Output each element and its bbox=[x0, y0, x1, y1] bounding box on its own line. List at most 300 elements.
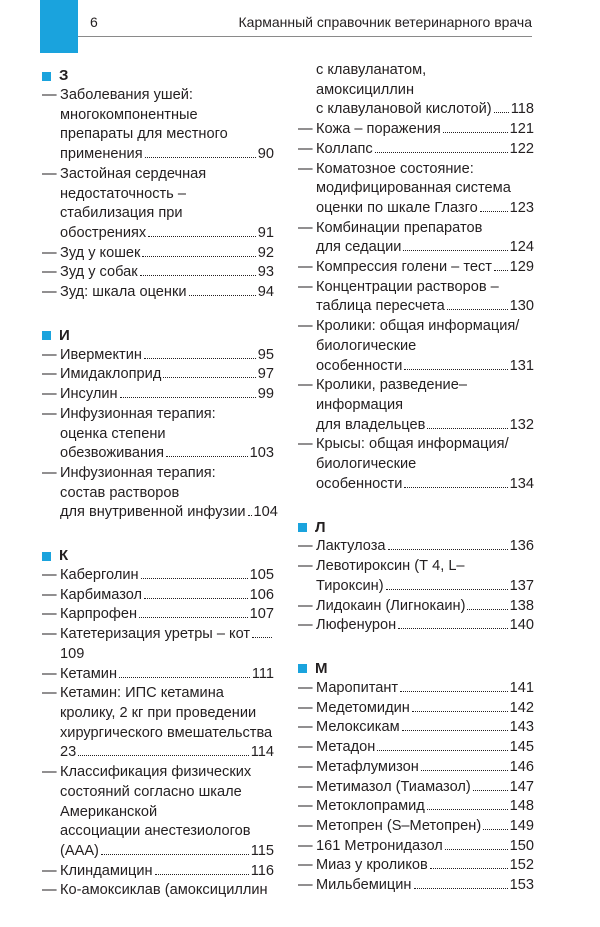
entry-text: Мелоксикам bbox=[316, 719, 400, 736]
index-entry bbox=[42, 283, 274, 303]
entry-dash: — bbox=[298, 837, 313, 854]
entry-dash: — bbox=[42, 366, 57, 383]
entry-dash: — bbox=[42, 244, 57, 261]
index-entry bbox=[298, 120, 534, 140]
entry-text: Миаз у кроликов bbox=[316, 857, 428, 874]
entry-last-line bbox=[316, 297, 534, 317]
entry-dash: — bbox=[298, 140, 313, 157]
page-ref: 150 bbox=[509, 837, 534, 854]
entry-dash: — bbox=[298, 219, 313, 236]
index-entry bbox=[298, 597, 534, 617]
entry-dash: — bbox=[42, 862, 57, 879]
entry-text: Метоклопрамид bbox=[316, 798, 425, 815]
entry-dash: — bbox=[42, 405, 57, 422]
entry-line: хирургического вмешательства bbox=[60, 724, 273, 741]
dot-leader bbox=[78, 755, 249, 756]
entry-line: состояний согласно шкале bbox=[60, 783, 242, 800]
index-entry bbox=[42, 346, 274, 366]
entry-text: Компрессия голени – тест bbox=[316, 259, 492, 276]
entry-dash: — bbox=[298, 160, 313, 177]
entry-line: препараты для местного bbox=[60, 126, 228, 143]
dot-leader bbox=[398, 628, 508, 629]
index-entry bbox=[42, 244, 274, 264]
entry-last-line bbox=[316, 140, 534, 160]
page-ref: 95 bbox=[257, 346, 274, 363]
entry-text: 23 bbox=[60, 744, 77, 761]
entry-last-line bbox=[316, 778, 534, 798]
entry-text: Клиндамицин bbox=[60, 862, 153, 879]
page-ref: 140 bbox=[509, 617, 534, 634]
dot-leader bbox=[141, 578, 248, 579]
dot-leader bbox=[248, 515, 252, 516]
index-entry bbox=[298, 758, 534, 778]
page-ref: 143 bbox=[509, 719, 534, 736]
entry-line: биологические bbox=[316, 456, 417, 473]
entry-last-line bbox=[60, 283, 274, 303]
entry-last-line bbox=[60, 665, 274, 685]
dot-leader bbox=[421, 770, 508, 771]
entry-last-line bbox=[60, 842, 274, 862]
page-ref: 132 bbox=[509, 416, 534, 433]
entry-text: Карбимазол bbox=[60, 586, 143, 603]
entry-line: Кетамин: ИПС кетамина bbox=[60, 685, 224, 702]
page-ref: 115 bbox=[250, 842, 274, 859]
entry-last-line bbox=[316, 120, 534, 140]
dot-leader bbox=[388, 549, 508, 550]
dot-leader bbox=[404, 487, 507, 488]
entry-dash: — bbox=[42, 464, 57, 481]
entry-dash: — bbox=[298, 617, 313, 634]
index-entry bbox=[298, 679, 534, 699]
entry-line: многокомпонентные bbox=[60, 106, 198, 123]
entry-last-line bbox=[60, 743, 274, 763]
page-ref: 148 bbox=[509, 798, 534, 815]
entry-last-line bbox=[316, 238, 534, 258]
entry-last-line bbox=[316, 537, 534, 557]
page-ref: 118 bbox=[510, 101, 534, 118]
index-entry bbox=[298, 435, 534, 494]
entry-line: кролику, 2 кг при проведении bbox=[60, 704, 257, 721]
square-bullet-icon bbox=[298, 523, 307, 532]
page-ref: 138 bbox=[509, 597, 534, 614]
entry-line: ассоциации анестезиологов bbox=[60, 823, 251, 840]
section-i-entries bbox=[42, 346, 278, 523]
dot-leader bbox=[252, 637, 272, 638]
entry-text: особенности bbox=[316, 475, 403, 492]
page-ref: 105 bbox=[249, 567, 274, 584]
entry-text: Инсулин bbox=[60, 386, 118, 403]
section-heading-i bbox=[42, 326, 274, 346]
dot-leader bbox=[142, 256, 255, 257]
header-rule bbox=[78, 36, 532, 37]
index-entry bbox=[298, 219, 534, 258]
entry-text: Метопрен (S–Метопрен) bbox=[316, 817, 482, 834]
section-letter: З bbox=[59, 67, 69, 85]
square-bullet-icon bbox=[42, 331, 51, 340]
entry-text: обезвоживания bbox=[60, 445, 165, 462]
index-entry bbox=[42, 763, 274, 862]
dot-leader bbox=[427, 428, 507, 429]
entry-line: Заболевания ушей: bbox=[60, 87, 193, 103]
page-ref: 97 bbox=[257, 366, 274, 383]
entry-text: Ивермектин bbox=[60, 346, 142, 363]
entry-line: биологические bbox=[316, 337, 417, 354]
entry-last-line bbox=[60, 566, 274, 586]
dot-leader bbox=[386, 589, 508, 590]
entry-line: Американской bbox=[60, 803, 158, 820]
index-entry bbox=[298, 376, 534, 435]
entry-dash: — bbox=[298, 758, 313, 775]
chapter-tab-marker bbox=[40, 0, 78, 53]
dot-leader bbox=[189, 295, 256, 296]
page-ref: 146 bbox=[509, 758, 534, 775]
index-entry bbox=[42, 665, 274, 685]
page-ref: 147 bbox=[509, 778, 534, 795]
entry-text: Метафлумизон bbox=[316, 758, 419, 775]
entry-line: Левотироксин (Т 4, L– bbox=[316, 558, 465, 575]
entry-text: Имидаклоприд bbox=[60, 366, 162, 383]
section-l-entries bbox=[298, 537, 534, 636]
square-bullet-icon bbox=[42, 72, 51, 81]
entry-text: Коллапс bbox=[316, 140, 373, 157]
entry-dash: — bbox=[42, 882, 57, 899]
index-entry bbox=[42, 684, 274, 763]
dot-leader bbox=[145, 157, 256, 158]
dot-leader bbox=[412, 711, 508, 712]
dot-leader bbox=[377, 750, 507, 751]
dot-leader bbox=[400, 691, 508, 692]
entry-line: Крысы: общая информация/ bbox=[316, 436, 509, 453]
entry-last-line bbox=[316, 100, 534, 120]
entry-dash: — bbox=[42, 284, 57, 301]
index-entry bbox=[42, 586, 274, 606]
section-z-entries bbox=[42, 86, 274, 303]
index-entry-continued bbox=[298, 61, 534, 120]
entry-last-line bbox=[60, 586, 274, 606]
dot-leader bbox=[375, 152, 508, 153]
section-heading-k bbox=[42, 546, 274, 566]
page-number: 6 bbox=[90, 14, 98, 30]
page-ref: 107 bbox=[249, 606, 274, 623]
entry-line: Инфузионная терапия: bbox=[60, 405, 216, 422]
index-entry bbox=[42, 165, 274, 244]
page-ref: 114 bbox=[250, 744, 274, 761]
entry-dash: — bbox=[42, 346, 57, 363]
entry-dash: — bbox=[298, 121, 313, 138]
dot-leader bbox=[101, 854, 249, 855]
entry-line: оценка степени bbox=[60, 425, 166, 442]
entry-line: информация bbox=[316, 396, 404, 413]
entry-text: Каберголин bbox=[60, 567, 139, 584]
section-k-continued-entries bbox=[298, 61, 534, 494]
page-ref: 116 bbox=[250, 862, 274, 879]
entry-text: для владельцев bbox=[316, 416, 426, 433]
entry-last-line bbox=[60, 385, 274, 405]
index-entry bbox=[298, 317, 534, 376]
dot-leader bbox=[427, 809, 508, 810]
section-letter: Л bbox=[315, 518, 326, 536]
entry-dash: — bbox=[42, 626, 57, 643]
page-ref: 137 bbox=[509, 577, 534, 594]
entry-last-line bbox=[60, 625, 274, 645]
entry-dash: — bbox=[298, 377, 313, 394]
entry-text: для внутривенной инфузии bbox=[60, 504, 246, 521]
entry-dash: — bbox=[298, 597, 313, 614]
dot-leader bbox=[483, 829, 507, 830]
entry-line: Инфузионная терапия: bbox=[60, 464, 216, 481]
entry-text: применения bbox=[60, 146, 143, 163]
entry-dash: — bbox=[42, 567, 57, 584]
index-entry bbox=[298, 616, 534, 636]
section-k-entries bbox=[42, 566, 274, 901]
entry-dash: — bbox=[298, 798, 313, 815]
dot-leader bbox=[402, 730, 508, 731]
index-entry bbox=[42, 881, 274, 901]
entry-dash: — bbox=[42, 606, 57, 623]
entry-last-line bbox=[316, 357, 534, 377]
index-entry bbox=[298, 718, 534, 738]
page-ref: 104 bbox=[253, 504, 278, 521]
entry-dash: — bbox=[298, 436, 313, 453]
page-ref: 99 bbox=[257, 386, 274, 403]
dot-leader bbox=[148, 236, 256, 237]
entry-text: Зуд: шкала оценки bbox=[60, 284, 187, 301]
section-letter: И bbox=[59, 326, 70, 344]
dot-leader bbox=[120, 397, 256, 398]
entry-last-line bbox=[60, 263, 274, 283]
entry-text: Лактулоза bbox=[316, 538, 386, 555]
index-entry bbox=[298, 537, 534, 557]
entry-last-line bbox=[60, 862, 274, 882]
dot-leader bbox=[404, 369, 507, 370]
entry-last-line bbox=[316, 876, 534, 896]
entry-text: Карпрофен bbox=[60, 606, 138, 623]
page-ref: 136 bbox=[509, 538, 534, 555]
entry-dash: — bbox=[298, 259, 313, 276]
entry-line: Ко-амоксиклав (амоксициллин bbox=[60, 882, 268, 899]
entry-text: Кожа – поражения bbox=[316, 121, 441, 138]
entry-line: амоксициллин bbox=[316, 81, 415, 98]
page-ref: 111 bbox=[251, 665, 274, 682]
section-heading-l bbox=[298, 517, 534, 537]
entry-line: Кролики: общая информация/ bbox=[316, 318, 520, 335]
dot-leader bbox=[430, 868, 508, 869]
entry-text: 161 Метронидазол bbox=[316, 837, 443, 854]
entry-text: Мильбемицин bbox=[316, 877, 412, 894]
index-entry bbox=[42, 405, 274, 464]
dot-leader bbox=[494, 112, 509, 113]
entry-dash: — bbox=[298, 778, 313, 795]
dot-leader bbox=[166, 456, 248, 457]
page-ref: 92 bbox=[257, 244, 274, 261]
entry-text: Метадон bbox=[316, 739, 376, 756]
page-ref: 129 bbox=[509, 259, 534, 276]
index-entry bbox=[42, 263, 274, 283]
entry-text: Зуд у кошек bbox=[60, 244, 141, 261]
entry-last-line bbox=[60, 346, 274, 366]
index-entry bbox=[298, 278, 534, 317]
entry-line: с клавуланатом, bbox=[316, 62, 427, 78]
page-ref: 123 bbox=[509, 199, 534, 216]
dot-leader bbox=[119, 677, 250, 678]
entry-text: (ААА) bbox=[60, 842, 99, 859]
index-column-right bbox=[298, 61, 534, 896]
entry-text: Лидокаин (Лигнокаин) bbox=[316, 597, 466, 614]
page-ref: 131 bbox=[509, 357, 534, 374]
entry-last-line bbox=[316, 797, 534, 817]
entry-last-line bbox=[60, 503, 278, 523]
entry-last-line bbox=[316, 817, 534, 837]
entry-text: Катетеризация уретры – кот bbox=[60, 626, 251, 643]
entry-last-line bbox=[60, 444, 274, 464]
page-ref: 106 bbox=[249, 586, 274, 603]
entry-dash: — bbox=[42, 685, 57, 702]
entry-line: Комбинации препаратов bbox=[316, 219, 483, 236]
entry-dash: — bbox=[42, 87, 57, 103]
entry-last-line bbox=[60, 224, 274, 244]
page-ref: 134 bbox=[509, 475, 534, 492]
entry-dash: — bbox=[298, 857, 313, 874]
entry-last-line bbox=[316, 258, 534, 278]
entry-dash: — bbox=[298, 739, 313, 756]
index-entry bbox=[42, 566, 274, 586]
page-ref: 145 bbox=[509, 739, 534, 756]
entry-last-line bbox=[316, 699, 534, 719]
index-entry bbox=[298, 140, 534, 160]
entry-dash: — bbox=[298, 318, 313, 335]
page-ref: 153 bbox=[509, 877, 534, 894]
page-ref: 109 bbox=[60, 645, 85, 662]
dot-leader bbox=[144, 598, 248, 599]
entry-line: модифицированная система bbox=[316, 180, 511, 197]
entry-dash: — bbox=[42, 386, 57, 403]
entry-text: Медетомидин bbox=[316, 699, 410, 716]
dot-leader bbox=[494, 270, 508, 271]
index-entry bbox=[298, 160, 534, 219]
entry-last-line bbox=[316, 597, 534, 617]
entry-dash: — bbox=[42, 665, 57, 682]
entry-line: Кролики, разведение– bbox=[316, 377, 467, 394]
entry-last-line bbox=[316, 679, 534, 699]
index-entry bbox=[298, 699, 534, 719]
index-entry bbox=[42, 86, 274, 165]
entry-line: Классификация физических bbox=[60, 764, 252, 781]
index-entry bbox=[298, 797, 534, 817]
index-entry bbox=[298, 557, 534, 596]
entry-dash: — bbox=[298, 679, 313, 696]
dot-leader bbox=[144, 358, 256, 359]
entry-last-line bbox=[60, 145, 274, 165]
entry-dash: — bbox=[298, 877, 313, 894]
entry-dash: — bbox=[42, 264, 57, 281]
running-title: Карманный справочник ветеринарного врача bbox=[238, 14, 532, 30]
dot-leader bbox=[467, 609, 507, 610]
index-entry bbox=[298, 817, 534, 837]
entry-last-line bbox=[316, 738, 534, 758]
entry-last-line bbox=[316, 837, 534, 857]
entry-text: оценки по шкале Глазго bbox=[316, 199, 478, 216]
entry-line: Концентрации растворов – bbox=[316, 278, 499, 295]
page-ref: 91 bbox=[257, 224, 274, 241]
entry-dash: — bbox=[298, 817, 313, 834]
page-ref: 103 bbox=[249, 445, 274, 462]
entry-dash: — bbox=[42, 165, 57, 182]
entry-last-line bbox=[60, 365, 274, 385]
index-entry bbox=[42, 464, 278, 523]
entry-last-line bbox=[60, 244, 274, 264]
index-entry bbox=[298, 778, 534, 798]
index-entry bbox=[298, 876, 534, 896]
page-ref: 94 bbox=[257, 284, 274, 301]
entry-text: Тироксин) bbox=[316, 577, 384, 594]
dot-leader bbox=[443, 132, 508, 133]
index-entry bbox=[298, 856, 534, 876]
entry-last-line bbox=[316, 616, 534, 636]
entry-line: Застойная сердечная bbox=[60, 165, 207, 182]
entry-text: Маропитант bbox=[316, 679, 399, 696]
entry-dash: — bbox=[298, 538, 313, 555]
entry-last-line bbox=[316, 856, 534, 876]
page-ref: 149 bbox=[509, 817, 534, 834]
entry-dash: — bbox=[298, 558, 313, 575]
page-ref: 93 bbox=[257, 264, 274, 281]
entry-dash: — bbox=[298, 699, 313, 716]
entry-last-line bbox=[60, 605, 274, 625]
section-heading-z bbox=[42, 66, 274, 86]
index-entry bbox=[42, 605, 274, 625]
square-bullet-icon bbox=[42, 552, 51, 561]
section-heading-m bbox=[298, 659, 534, 679]
index-entry bbox=[298, 258, 534, 278]
entry-dash: — bbox=[42, 586, 57, 603]
index-entry bbox=[42, 365, 274, 385]
entry-dash: — bbox=[298, 719, 313, 736]
dot-leader bbox=[447, 309, 508, 310]
index-entry bbox=[298, 738, 534, 758]
dot-leader bbox=[414, 888, 508, 889]
entry-last-line bbox=[316, 577, 534, 597]
entry-text: особенности bbox=[316, 357, 403, 374]
dot-leader bbox=[155, 874, 249, 875]
dot-leader bbox=[403, 250, 507, 251]
page-ref: 141 bbox=[509, 679, 534, 696]
entry-text: обострениях bbox=[60, 224, 147, 241]
page-ref: 152 bbox=[509, 857, 534, 874]
entry-text: Зуд у собак bbox=[60, 264, 138, 281]
entry-text: Люфенурон bbox=[316, 617, 397, 634]
page-ref: 90 bbox=[257, 146, 274, 163]
index-entry bbox=[42, 625, 274, 664]
page-ref: 122 bbox=[509, 140, 534, 157]
entry-line: стабилизация при bbox=[60, 205, 183, 222]
page-ref: 121 bbox=[509, 121, 534, 138]
dot-leader bbox=[140, 275, 256, 276]
entry-text: Метимазол (Тиамазол) bbox=[316, 778, 471, 795]
entry-last-line bbox=[316, 199, 534, 219]
dot-leader bbox=[139, 617, 248, 618]
entry-last-line bbox=[316, 718, 534, 738]
entry-text: Кетамин bbox=[60, 665, 118, 682]
section-m-entries bbox=[298, 679, 534, 896]
entry-line: состав растворов bbox=[60, 484, 180, 501]
entry-line: Коматозное состояние: bbox=[316, 160, 474, 177]
entry-last-line bbox=[316, 475, 534, 495]
entry-line: недостаточность – bbox=[60, 185, 186, 202]
entry-text: с клавулановой кислотой) bbox=[316, 101, 492, 118]
entry-dash: — bbox=[42, 764, 57, 781]
page-ref: 130 bbox=[509, 298, 534, 315]
index-entry bbox=[42, 862, 274, 882]
